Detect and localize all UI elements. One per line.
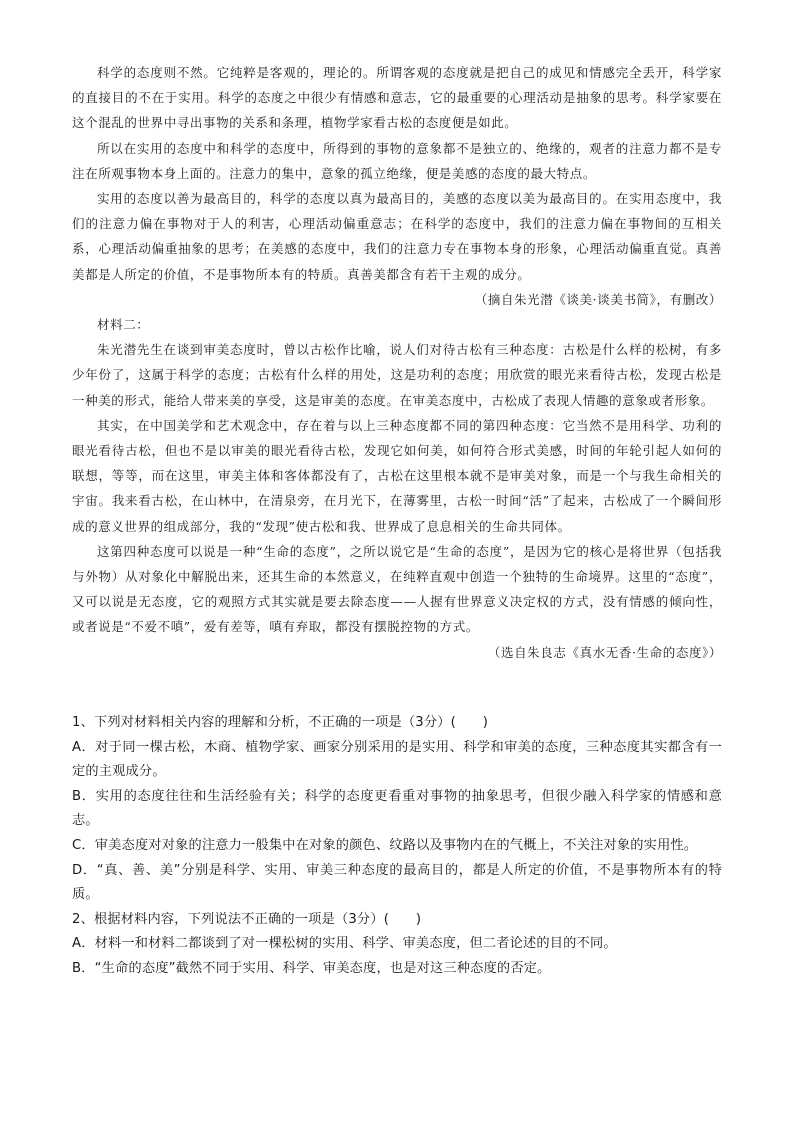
reading-passage	[72, 60, 722, 665]
source-citation: （摘自朱光潜《谈美·谈美书简》，有删改）	[474, 291, 722, 307]
answer-option: B．“生命的态度”截然不同于实用、科学、审美态度，也是对这三种态度的否定。	[72, 960, 551, 976]
passage-paragraph: 所以在实用的态度中和科学的态度中，所得到的事物的意象都不是独立的、绝缘的，观者的注意力都不是专注在所观事物本身上面的。注意力的集中，意象的孤立绝缘，便是美感的态度的最大特点。	[72, 140, 722, 181]
material-label: 材料二：	[97, 317, 150, 333]
passage-paragraph: 朱光潜先生在谈到审美态度时，曾以古松作比喻，说人们对待古松有三种态度：古松是什么样的松树，有多少年份了，这属于科学的态度；古松有什么样的用处，这是功利的态度；用欣赏的眼光来看待古松，发现古松是一种美的形式，能给人带来美的享受，这是审美的态度。在审美态度中，古松成了表现人情趣的意象或者形象。	[72, 342, 722, 408]
source-citation: （选自朱良志《真水无香·生命的态度》）	[487, 644, 722, 660]
passage-paragraph: 实用的态度以善为最高目的，科学的态度以真为最高目的，美感的态度以美为最高目的。在实用态度中，我们的注意力偏在事物对于人的利害，心理活动偏重意志；在科学的态度中，我们的注意力偏在事物间的互相关系，心理活动偏重抽象的思考；在美感的态度中，我们的注意力专在事物本身的形象，心理活动偏重直觉。真善美都是人所定的价值，不是事物所本有的特质。真善美都含有若干主观的成分。	[72, 191, 722, 282]
answer-option: C．审美态度对对象的注意力一般集中在对象的颜色、纹路以及事物内在的气概上，不关注对象的实用性。	[72, 837, 698, 853]
answer-option: B．实用的态度往往和生活经验有关；科学的态度更看重对事物的抽象思考，但很少融入科学家的情感和意志。	[72, 788, 722, 829]
passage-paragraph: 其实，在中国美学和艺术观念中，存在着与以上三种态度都不同的第四种态度：它当然不是用科学、功利的眼光看待古松，但也不是以审美的眼光看待古松，发现它如何美，如何符合形式美感，时间的年轮引起人如何的联想，等等，而在这里，审美主体和客体都没有了，古松在这里根本就不是审美对象，而是一个与我生命相关的宇宙。我来看古松，在山林中，在清泉旁，在月光下，在薄雾里，古松一时间“活”了起来，古松成了一个瞬间形成的意义世界的组成部分，我的“发现”使古松和我、世界成了息息相关的生命共同体。	[72, 417, 722, 534]
answer-option: A．对于同一棵古松，木商、植物学家、画家分别采用的是实用、科学和审美的态度，三种态度其实都含有一定的主观成分。	[72, 739, 722, 780]
question-stem: 1、下列对材料相关内容的理解和分析，不正确的一项是（3分）( )	[72, 715, 489, 730]
passage-paragraph: 科学的态度则不然。它纯粹是客观的，理论的。所谓客观的态度就是把自己的成见和情感完全丢开，科学家的直接目的不在于实用。科学的态度之中很少有情感和意志，它的最重要的心理活动是抽象的思考。科学家要在这个混乱的世界中寻出事物的关系和条理，植物学家看古松的态度便是如此。	[72, 65, 722, 131]
question-stem: 2、根据材料内容，下列说法不正确的一项是（3分）( )	[72, 911, 422, 927]
passage-paragraph: 这第四种态度可以说是一种“生命的态度”，之所以说它是“生命的态度”，是因为它的核心是将世界（包括我与外物）从对象化中解脱出来，还其生命的本然意义，在纯粹直观中创造一个独特的生命境界。这里的“态度”，又可以说是无态度，它的观照方式其实就是要去除态度——人握有世界意义决定权的方式，没有情感的倾向性，或者说是“不爱不嗔”，爱有差等，嗔有弃取，都没有摆脱控物的方式。	[72, 543, 722, 635]
answer-option: A．材料一和材料二都谈到了对一棵松树的实用、科学、审美态度，但二者论述的目的不同。	[72, 936, 617, 952]
question-section	[72, 711, 722, 982]
answer-option: D．“真、善、美”分别是科学、实用、审美三种态度的最高目的，都是人所定的价值，不是事物所本有的特质。	[72, 862, 722, 903]
